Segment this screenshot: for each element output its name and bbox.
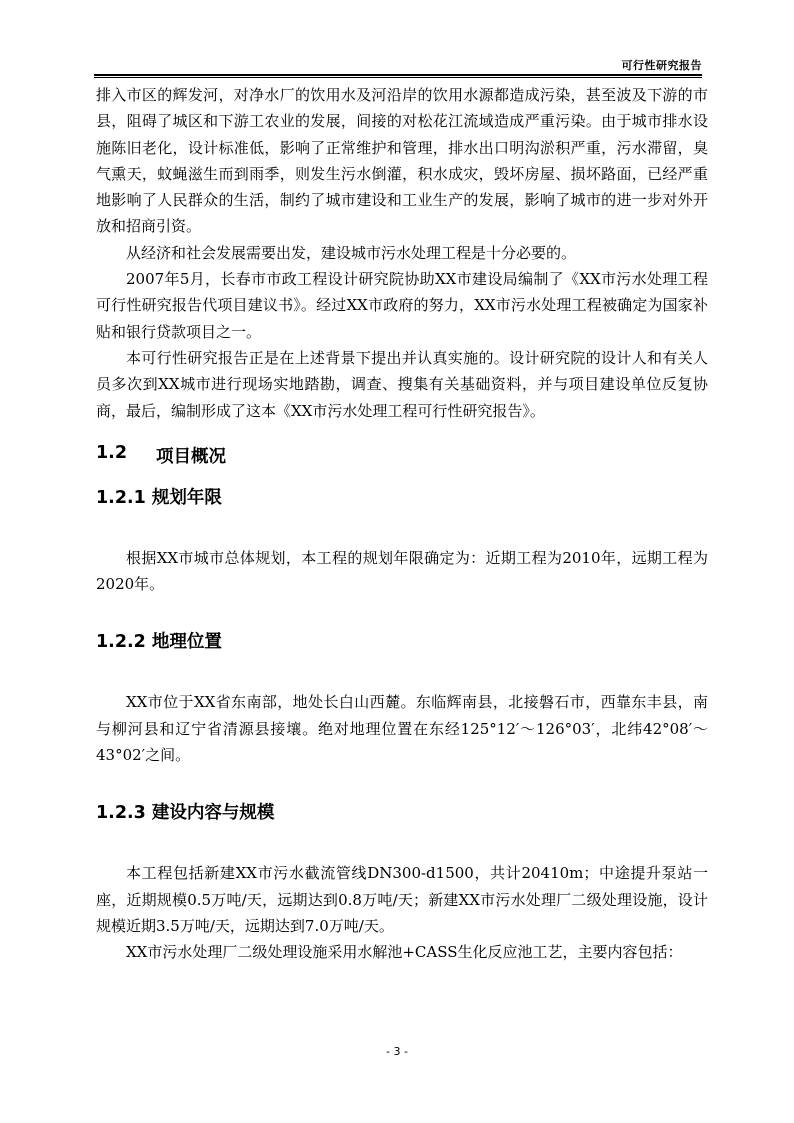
header-title: 可行性研究报告	[621, 59, 702, 72]
paragraph-intro-4: 本可行性研究报告正是在上述背景下提出并认真实施的。设计研究院的设计人和有关人员多次到XX城市进行现场实地踏勘，调查、搜集有关基础资料，并与项目建设单位反复协商，最后，编制形成了这本《XX市污水处理工程可行性研究报告》。	[96, 348, 708, 420]
document-body	[96, 82, 708, 966]
page-number: - 3 -	[386, 1045, 408, 1058]
section-title: 项目概况	[156, 446, 226, 467]
section-heading-1-2-3: 1.2.3 建设内容与规模	[96, 803, 275, 824]
section-number: 1.2	[96, 442, 128, 463]
paragraph-intro-3: 2007年5月，长春市市政工程设计研究院协助XX市建设局编制了《XX市污水处理工程可行性研究报告代项目建议书》。经过XX市政府的努力，XX市污水处理工程被确定为国家补贴和银行贷款项目之一。	[96, 270, 708, 341]
paragraph-geography: XX市位于XX省东南部，地处长白山西麓。东临辉南县，北接磐石市，西靠东丰县，南与柳河县和辽宁省清源县接壤。绝对地理位置在东经125°12′～126°03′，北纬42°08′～43°02′之间。	[96, 693, 708, 765]
paragraph-scope-2: XX市污水处理厂二级处理设施采用水解池+CASS生化反应池工艺，主要内容包括：	[126, 943, 683, 962]
paragraph-intro-1: 排入市区的辉发河，对净水厂的饮用水及河沿岸的饮用水源都造成污染，甚至波及下游的市县，阻碍了城区和下游工农业的发展，间接的对松花江流域造成严重污染。由于城市排水设施陈旧老化，设计标准低，影响了正常维护和管理，排水出口明沟淤积严重，污水滞留，臭气熏天，蚊蝇滋生而到雨季，则发生污水倒灌，积水成灾，毁坏房屋、损坏路面，已经严重地影响了人民群众的生活，制约了城市建设和工业生产的发展，影响了城市的进一步对外开放和招商引资。	[96, 86, 708, 236]
section-heading-1-2	[96, 443, 708, 468]
paragraph-planning-years: 根据XX市城市总体规划，本工程的规划年限确定为：近期工程为2010年，远期工程为2020年。	[96, 548, 708, 594]
paragraph-scope-1: 本工程包括新建XX市污水截流管线DN300-d1500，共计20410m；中途提升泵站一座，近期规模0.5万吨/天，远期达到0.8万吨/天；新建XX市污水处理厂二级处理设施，设计规模近期3.5万吨/天，远期达到7.0万吨/天。	[96, 864, 708, 935]
paragraph-intro-2: 从经济和社会发展需要出发，建设城市污水处理工程是十分必要的。	[126, 243, 577, 262]
section-heading-1-2-2: 1.2.2 地理位置	[96, 632, 222, 653]
header-rule	[94, 74, 702, 78]
section-heading-1-2-1: 1.2.1 规划年限	[96, 487, 222, 508]
